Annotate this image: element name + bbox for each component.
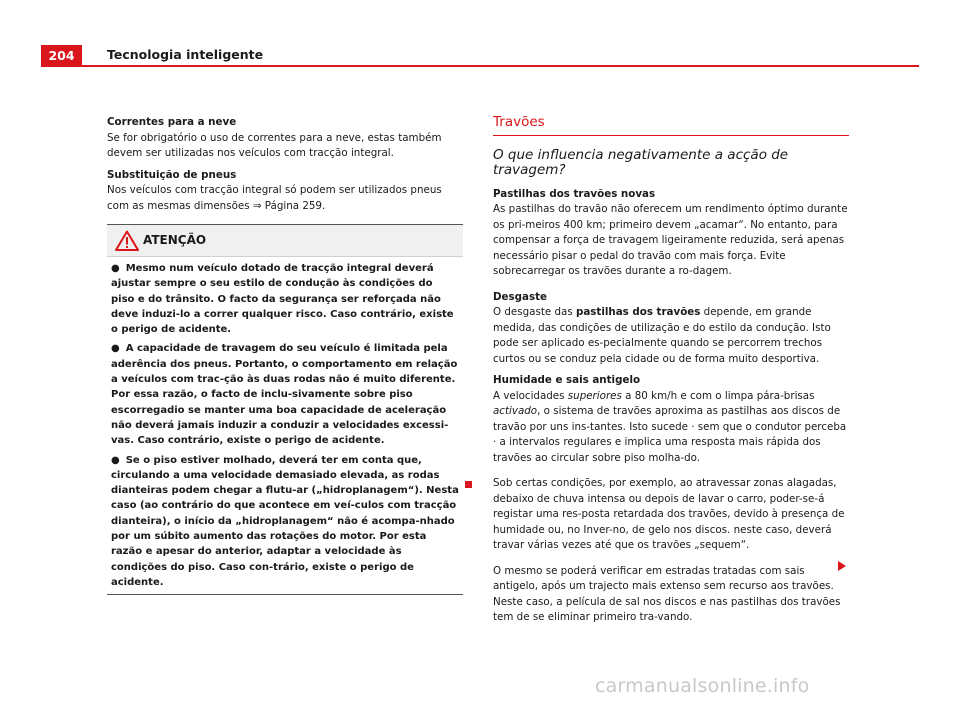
humidity-text-2: a 80 km/h e com o limpa pára-brisas: [621, 389, 815, 402]
warning-header: [107, 225, 463, 257]
running-title: Tecnologia inteligente: [107, 47, 264, 62]
warning-item: [111, 341, 459, 448]
watermark: carmanualsonline.info: [595, 675, 810, 697]
page-number: 204: [41, 45, 82, 67]
humidity-text-1: A velocidades: [493, 389, 568, 402]
humidity-heading: Humidade e sais antigelo: [493, 374, 641, 386]
pads-text: As pastilhas do travão não oferecem um rendimento óptimo durante os pri-meiros 400 km; primeiro devem „acamar“. No entanto, para compensar a força de travagem ligeiramente reduzida, será apenas necessário pisar o pedal do travão com mais força. Evite sobrecarregar os travões durante a ro-dagem.: [493, 203, 848, 277]
arrow-right-icon: [838, 561, 846, 571]
warning-title: ATENÇÃO: [143, 233, 207, 247]
header-rule: [82, 65, 919, 67]
warning-body: [107, 257, 463, 594]
right-column: [493, 115, 849, 632]
tyres-heading: Substituição de pneus: [107, 168, 237, 181]
humidity-italic-1: superiores: [567, 389, 622, 402]
warning-item: [111, 453, 459, 591]
subtitle: O que influencia negativamente a acção de travagem?: [493, 146, 789, 178]
section-title: Travões: [493, 115, 849, 136]
bullet-icon: ●: [111, 343, 120, 355]
warning-box: [107, 224, 463, 595]
warning-item: [111, 261, 459, 337]
wear-text-2: depende, em grande medida, das condições de utilização e do estilo da condução. Isto pode ser aplicado es-pecialmente quando se percorrem trechos curtos ou se conduz pela cidade ou de forma muito desportiva.: [493, 306, 831, 365]
warning-item-text: Mesmo num veículo dotado de tracção integral deverá ajustar sempre o seu estilo de condução às condições do piso e do trânsito. O facto da segurança ser reforçada não deve induzi-lo a correr qualquer risco. Caso contrário, existe o perigo de acidente.: [111, 263, 454, 336]
tyres-text-body: Nos veículos com tracção integral só podem ser utilizados pneus com as mesmas dimensões: [107, 184, 442, 212]
humidity-italic-2: activado: [493, 405, 538, 417]
wear-bold: pastilhas dos travões: [575, 306, 701, 318]
humidity-text: [493, 389, 849, 467]
wear-text-1: O desgaste das: [493, 306, 576, 318]
tyres-text: [107, 183, 463, 214]
bullet-icon: ●: [111, 263, 120, 274]
warning-triangle-icon: [115, 230, 139, 251]
pads-heading: Pastilhas dos travões novas: [493, 187, 656, 200]
humidity-text-3: , o sistema de travões aproxima as pastilhas aos discos de travão por uns ins-tantes. Isto sucede · sem que o condutor perceba · a intervalos regulares e implica uma resposta mais rápida dos travões ao circular sobre piso molha-do.: [493, 405, 847, 464]
warning-item-text: A capacidade de travagem do seu veículo é limitada pela aderência dos pneus. Portanto, o comportamento em relação a veículos com trac-ção às duas rodas não é muito diferente. Por essa razão, o facto de inclu-sivamente sobre piso escorregadio se manter uma boa capacidade de aceleração não deverá jamais induzir a conduzir a velocidades excessi-vas. Caso contrário, existe o perigo de acidente.: [111, 343, 458, 447]
salt-text: O mesmo se poderá verificar em estradas tratadas com sais antigelo, após um trajecto mais extenso sem recurso aos travões. Neste caso, a película de sal nos discos e nas pastilhas dos travões tem de se eliminar primeiro tra-vando.: [493, 564, 841, 623]
end-square-icon: [465, 481, 472, 488]
chains-text: Se for obrigatório o uso de correntes para a neve, estas também devem ser utilizadas nos veículos com tracção integral.: [107, 131, 442, 159]
wear-heading: Desgaste: [493, 290, 548, 303]
flood-text: Sob certas condições, por exemplo, ao atravessar zonas alagadas, debaixo de chuva intensa ou depois de lavar o carro, poder-se-á registar uma res-posta retardada dos travões, devido à presença de humidade ou, no Inver-no, de gelo nos discos. neste caso, deverá travar várias vezes até que os travões „sequem“.: [493, 477, 845, 551]
wear-text: [493, 305, 849, 367]
page-reference-link[interactable]: ⇒ Página 259.: [252, 199, 326, 212]
left-column: [107, 115, 463, 595]
chains-heading: Correntes para a neve: [107, 116, 237, 128]
warning-item-text: Se o piso estiver molhado, deverá ter em conta que, circulando a uma velocidade demasiado elevada, as rodas dianteiras podem chegar a flutu-ar („hidroplanagem“). Nesta caso (ao contrário do que acontece em veí-culos com tracção dianteira), o início da „hidroplanagem“ não é acompa-nhado por um súbito aumento das rotações do motor. Por esta razão e apesar do anterior, adaptar a velocidade às condições do piso. Caso con-trário, existe o perigo de acidente.: [111, 454, 459, 588]
bullet-icon: ●: [111, 454, 120, 466]
